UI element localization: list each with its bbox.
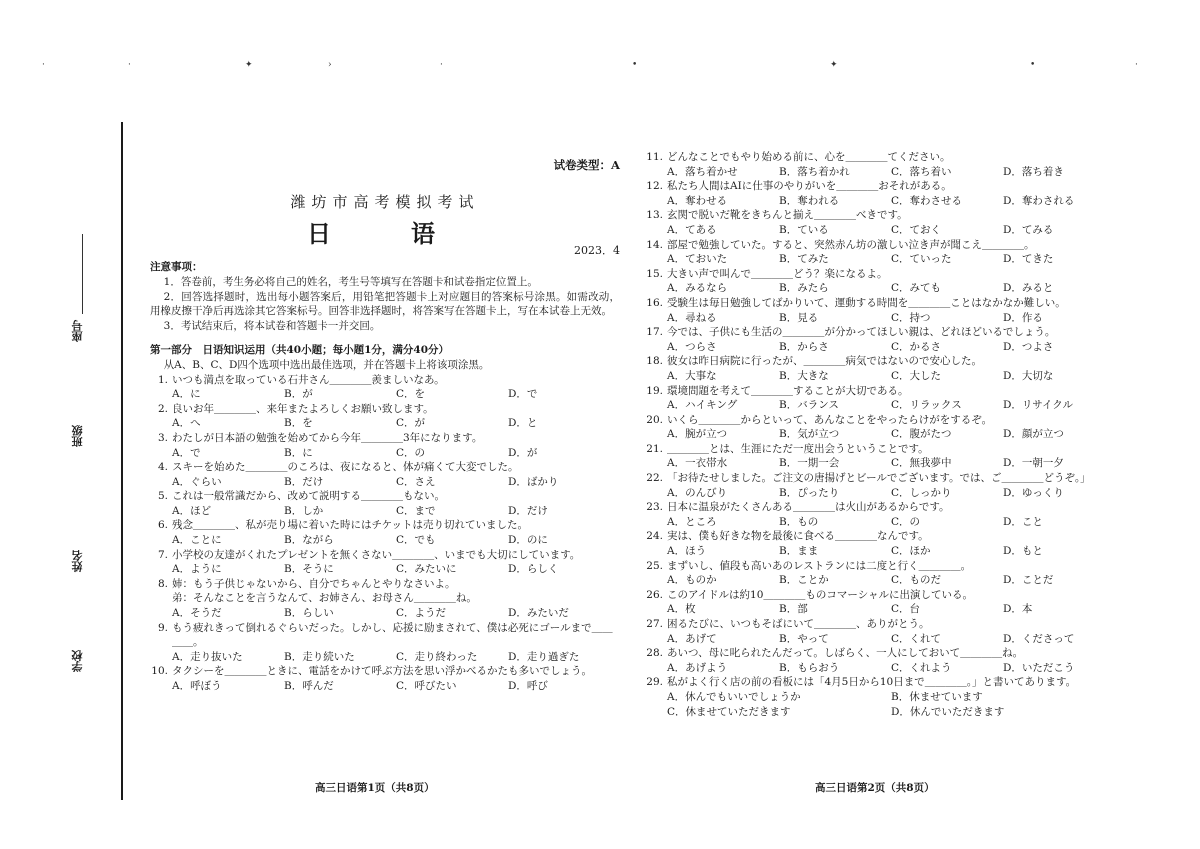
question-number: 25.	[646, 559, 663, 572]
answer-option: D．大切な	[1003, 369, 1054, 382]
answer-options	[645, 690, 1115, 719]
answer-option: D．で	[508, 388, 538, 401]
question-text: 実は、僕も好きな物を最後に食べる＿＿＿＿なんです。	[667, 530, 929, 543]
answer-option: B．バランス	[779, 399, 839, 412]
question-number: 12.	[646, 180, 663, 193]
answer-option: A．へ	[172, 417, 201, 430]
notice-title: 注意事项：	[150, 261, 203, 274]
question-item	[645, 179, 1115, 208]
question-item	[645, 296, 1115, 325]
answer-option: B．まま	[779, 545, 819, 558]
binding-line	[121, 122, 123, 800]
answer-option: A．ぐらい	[172, 475, 222, 488]
question-number: 29.	[646, 676, 663, 689]
page-footer-left: 高三日语第1页（共8页）	[315, 782, 435, 794]
answer-options	[645, 486, 1115, 501]
answer-option: A．そうだ	[172, 607, 222, 620]
question-item	[645, 442, 1115, 471]
seat-blank	[82, 230, 83, 314]
question-list-left	[150, 373, 620, 694]
section-heading: 第一部分 日语知识运用（共40小题；每小题1分，满分40分）	[150, 344, 450, 357]
class-label: 班级	[71, 425, 84, 447]
answer-option: A．のんびり	[667, 486, 728, 499]
answer-option: D．走り過ぎた	[508, 650, 580, 663]
question-number: 17.	[646, 326, 663, 339]
question-number: 20.	[646, 413, 663, 426]
answer-option: C．でも	[396, 534, 436, 547]
answer-option: A．ところ	[667, 515, 717, 528]
section-instruction: 从A、B、C、D四个选项中选出最佳选项，并在答题卡上将该项涂黑。	[163, 358, 490, 371]
question-text: 部屋で勉強していた。すると、突然赤ん坊の激しい泣き声が聞こえ＿＿＿＿。	[667, 238, 1035, 251]
answer-option: D．休んでいただきます	[891, 705, 1005, 718]
answer-option: B．もらおう	[779, 661, 840, 674]
answer-options	[645, 340, 1115, 355]
answer-option: A．呼ぼう	[172, 680, 222, 692]
question-item	[645, 325, 1115, 354]
answer-option: A．つらさ	[667, 340, 717, 353]
answer-option: A．奪わせる	[667, 194, 728, 207]
answer-option: C．ていった	[891, 253, 952, 266]
question-number: 3.	[157, 431, 168, 444]
question-item	[150, 402, 620, 431]
question-number: 27.	[646, 618, 663, 630]
answer-options	[645, 515, 1115, 530]
answer-option: A．走り抜いた	[172, 650, 243, 663]
answer-option: C．ておく	[891, 223, 942, 236]
answer-options	[645, 544, 1115, 559]
answer-option: C．走り終わった	[396, 650, 478, 663]
answer-option: D．いただこう	[1003, 661, 1075, 674]
school-field	[70, 650, 86, 672]
notice-item: 1．答卷前，考生务必将自己的姓名，考生号等填写在答题卡和试卷指定位置上。	[163, 275, 538, 288]
answer-option: B．ぴったり	[779, 486, 840, 499]
question-text: 姉：もう子供じゃないから、自分でちゃんとやりなさいよ。	[172, 577, 456, 590]
answer-option: A．ほう	[667, 545, 707, 558]
question-text: ＿＿＿＿とは、生涯にただ一度出会うということです。	[667, 442, 929, 455]
question-text: 玄関で脱いだ靴をきちんと揃え＿＿＿＿べきです。	[667, 209, 908, 222]
question-text: これは一般常識だから、改めて説明する＿＿＿＿もない。	[172, 490, 445, 503]
question-number: 1.	[157, 373, 168, 386]
answer-options	[645, 632, 1115, 647]
answer-options	[645, 573, 1115, 588]
answer-option: C．腹がたつ	[891, 428, 952, 441]
answer-option: B．らしい	[284, 607, 334, 620]
question-number: 6.	[157, 519, 168, 532]
answer-option: C．が	[396, 417, 426, 430]
answer-option: B．もの	[779, 515, 819, 528]
answer-option: D．が	[508, 446, 538, 459]
answer-option: B．そうに	[284, 563, 334, 576]
answer-option: D．みると	[1003, 282, 1054, 295]
question-number: 11.	[646, 151, 663, 163]
question-text: 環境問題を考えて＿＿＿＿することが大切である。	[667, 384, 909, 397]
page-footer-right: 高三日语第2页（共8页）	[815, 782, 935, 794]
seat-label: 座号	[71, 320, 84, 342]
answer-option: B．気が立つ	[779, 428, 840, 441]
question-item	[645, 384, 1115, 413]
answer-option: B．ながら	[284, 534, 334, 547]
question-number: 7.	[157, 548, 168, 561]
answer-options	[150, 416, 620, 431]
answer-option: C．しっかり	[891, 486, 952, 499]
answer-option: B．見る	[779, 311, 819, 324]
answer-option: C．さえ	[396, 475, 436, 488]
question-number: 9.	[157, 621, 168, 634]
question-text: 大きい声で叫んで＿＿＿＿どう？楽になるよ。	[667, 267, 888, 280]
question-text: どんなことでもやり始める前に、心を＿＿＿＿てください。	[667, 151, 951, 163]
answer-option: A．ハイキング	[667, 399, 738, 412]
question-text: タクシーを＿＿＿＿ときに、電話をかけて呼ぶ方法を思い浮かべるかたも多いでしょう。	[172, 665, 592, 678]
question-text: まずいし、値段も高いあのレストランには二度と行く＿＿＿＿。	[667, 559, 972, 572]
answer-options	[150, 679, 620, 694]
answer-option: C．持つ	[891, 311, 931, 324]
answer-option: B．落ち着かれ	[779, 165, 850, 178]
answer-option: B．一期一会	[779, 457, 840, 470]
question-number: 4.	[157, 461, 168, 474]
answer-option: A．ものか	[667, 574, 717, 587]
answer-option: B．部	[779, 603, 808, 616]
answer-options	[150, 650, 620, 665]
question-text: 日本に温泉がたくさんある＿＿＿＿は火山があるからです。	[667, 501, 950, 514]
answer-option: D．てきた	[1003, 253, 1054, 266]
question-item	[645, 208, 1115, 237]
answer-option: B．呼んだ	[284, 680, 334, 692]
answer-options	[645, 281, 1115, 296]
question-item	[150, 431, 620, 460]
student-info-column	[70, 230, 104, 680]
answer-option: A．大事な	[667, 369, 717, 382]
question-number: 19.	[646, 384, 663, 397]
answer-option: B．大きな	[779, 369, 829, 382]
answer-option: A．腕が立つ	[667, 428, 728, 441]
answer-options	[150, 446, 620, 461]
answer-options	[645, 602, 1115, 617]
answer-option: C．かるさ	[891, 340, 942, 353]
answer-option: D．もと	[1003, 545, 1043, 558]
answer-option: A．あげよう	[667, 661, 728, 674]
question-number: 23.	[646, 501, 663, 514]
answer-options	[150, 562, 620, 577]
answer-option: D．らしく	[508, 563, 559, 576]
question-text: スキーを始めた＿＿＿＿のころは、夜になると、体が痛くて大変でした。	[172, 461, 519, 474]
answer-option: C．ようだ	[396, 607, 447, 620]
question-number: 26.	[646, 588, 663, 601]
scan-artifacts: · · ✦ › · • ✦ • ·	[42, 60, 1138, 70]
answer-option: A．みるなら	[667, 282, 728, 295]
name-label: 姓名	[71, 550, 84, 572]
answer-option: C．みても	[891, 282, 942, 295]
answer-option: D．つよさ	[1003, 340, 1054, 353]
question-item	[645, 267, 1115, 296]
answer-option: A．ておいた	[667, 253, 728, 266]
answer-option: C．みたいに	[396, 563, 457, 576]
answer-option: D．ことだ	[1003, 574, 1054, 587]
question-list-right	[645, 150, 1115, 719]
answer-option: D．こと	[1003, 515, 1043, 528]
answer-option: A．ように	[172, 563, 222, 576]
question-text: 私たち人間はAIに仕事のやりがいを＿＿＿＿おそれがある。	[667, 180, 952, 193]
answer-option: C．休ませていただきます	[667, 705, 791, 718]
answer-options	[645, 661, 1115, 676]
question-item	[645, 617, 1115, 646]
answer-options	[150, 606, 620, 621]
answer-option: D．呼び	[508, 680, 548, 692]
name-field	[70, 550, 86, 572]
question-number: 22.	[646, 472, 663, 485]
answer-option: D．と	[508, 417, 538, 430]
answer-option: C．を	[396, 388, 426, 401]
answer-option: D．リサイクル	[1003, 399, 1073, 412]
answer-option: B．休ませています	[891, 690, 983, 703]
answer-option: B．ている	[779, 223, 829, 236]
question-item	[150, 664, 620, 693]
exam-date: 2023．4	[574, 243, 620, 257]
answer-option: A．に	[172, 388, 201, 401]
question-text: 私がよく行く店の前の看板には「4月5日から10日まで＿＿＿＿。」と書いてあります。	[667, 676, 1077, 689]
question-item	[150, 577, 620, 621]
answer-option: D．奪わされる	[1003, 194, 1075, 207]
exam-type: 试卷类型：A	[553, 158, 620, 172]
answer-option: C．無我夢中	[891, 457, 952, 470]
question-text: いくら＿＿＿＿からといって、あんなことをやったらけがをするぞ。	[667, 413, 993, 426]
answer-option: A．ことに	[172, 534, 222, 547]
page-1	[150, 150, 620, 694]
question-item	[150, 460, 620, 489]
question-number: 13.	[646, 209, 663, 222]
answer-option: B．しか	[284, 504, 324, 517]
answer-option: B．てみた	[779, 253, 829, 266]
answer-option: C．の	[396, 446, 426, 459]
answer-option: D．のに	[508, 534, 548, 547]
subject-title: 日 语	[307, 220, 463, 249]
answer-option: D．だけ	[508, 504, 548, 517]
school-label: 学校	[71, 650, 84, 672]
answer-options	[645, 252, 1115, 267]
answer-options	[645, 194, 1115, 209]
answer-option: A．一衣帯水	[667, 457, 728, 470]
answer-option: C．ものだ	[891, 574, 942, 587]
question-item	[645, 500, 1115, 529]
answer-option: C．台	[891, 603, 921, 616]
question-text: あいつ、母に叱られたんだって。しばらく、一人にしておいて＿＿＿＿ね。	[667, 647, 1024, 660]
answer-option: B．からさ	[779, 340, 829, 353]
question-number: 8.	[157, 577, 168, 590]
answer-options	[150, 533, 620, 548]
answer-option: C．ほか	[891, 545, 931, 558]
question-text: わたしが日本語の勉強を始めてから今年＿＿＿＿3年になります。	[172, 431, 483, 444]
question-number: 24.	[646, 530, 663, 543]
question-text: 小学校の友達がくれたプレゼントを無くさない＿＿＿＿、いまでも大切にしています。	[172, 548, 581, 561]
exam-title: 潍坊市高考模拟考试	[290, 192, 480, 211]
notice-item: 2．回答选择题时，选出每小题答案后，用铅笔把答题卡上对应题目的答案标号涂黑。如需改动，用橡皮擦干净后再选涂其它答案标号。回答非选择题时，将答案写在答题卡上，写在本试卷上无效。	[150, 290, 620, 318]
question-number: 14.	[646, 238, 663, 251]
answer-option: C．の	[891, 515, 921, 528]
question-item	[645, 529, 1115, 558]
answer-options	[150, 504, 620, 519]
answer-option: B．走り続いた	[284, 650, 355, 663]
answer-option: C．くれよう	[891, 661, 952, 674]
question-text: もう疲れきって倒れるぐらいだった。しかし、応援に励まされて、僕は必死にゴールまで＿＿＿＿。	[172, 621, 613, 649]
answer-options	[645, 398, 1115, 413]
answer-option: B．が	[284, 388, 313, 401]
question-number: 10.	[151, 665, 168, 678]
question-item	[150, 373, 620, 402]
question-text: このアイドルは約10＿＿＿＿ものコマーシャルに出演している。	[667, 588, 973, 601]
question-item	[645, 559, 1115, 588]
answer-option: A．落ち着かせ	[667, 165, 738, 178]
answer-option: D．てみる	[1003, 223, 1054, 236]
question-item	[645, 150, 1115, 179]
question-number: 2.	[157, 402, 168, 415]
answer-options	[645, 427, 1115, 442]
answer-options	[645, 223, 1115, 238]
question-number: 5.	[157, 490, 168, 503]
answer-option: D．作る	[1003, 311, 1043, 324]
question-number: 16.	[646, 296, 663, 309]
question-item	[150, 518, 620, 547]
question-item	[150, 489, 620, 518]
question-text: 困るたびに、いつもそばにいて＿＿＿＿、ありがとう。	[667, 618, 930, 630]
answer-option: A．で	[172, 446, 201, 459]
answer-option: B．を	[284, 417, 313, 430]
answer-option: A．尋ねる	[667, 311, 717, 324]
answer-option: A．休んでもいいでしょうか	[667, 690, 801, 703]
question-text: 良いお年＿＿＿＿、来年またよろしくお願い致します。	[172, 402, 434, 415]
answer-options	[645, 369, 1115, 384]
question-item	[645, 354, 1115, 383]
question-item	[150, 621, 620, 665]
answer-option: A．ほど	[172, 504, 212, 517]
answer-options	[150, 475, 620, 490]
question-number: 28.	[646, 647, 663, 660]
answer-option: C．大した	[891, 369, 942, 382]
seat-field	[70, 320, 86, 342]
answer-option: C．くれて	[891, 632, 942, 645]
answer-option: D．ばかり	[508, 475, 559, 488]
notice-item: 3．考试结束后，将本试卷和答题卡一并交回。	[163, 319, 381, 332]
answer-option: B．だけ	[284, 475, 324, 488]
answer-option: C．奪わさせる	[891, 194, 963, 207]
question-text: 「お待たせしました。ご注文の唐揚げとビールでございます。では、ご＿＿＿＿どうぞ。」	[667, 472, 1091, 485]
answer-option: D．本	[1003, 603, 1033, 616]
answer-option: D．みたいだ	[508, 607, 569, 620]
question-item	[645, 413, 1115, 442]
answer-option: D．落ち着き	[1003, 165, 1064, 178]
answer-option: B．やって	[779, 632, 829, 645]
answer-option: D．一朝一夕	[1003, 457, 1064, 470]
question-text: いつも満点を取っている石井さん＿＿＿＿羨ましいなあ。	[172, 373, 445, 386]
answer-option: B．ことか	[779, 574, 829, 587]
answer-option: B．みたら	[779, 282, 829, 295]
question-item	[645, 238, 1115, 267]
page-2	[645, 150, 1115, 719]
question-text: 彼女は昨日病院に行ったが、＿＿＿＿病気ではないので安心した。	[667, 355, 982, 368]
question-item	[150, 548, 620, 577]
question-text-line2: 弟：そんなことを言うなんて、お姉さん、お母さん＿＿＿＿ね。	[172, 592, 477, 605]
answer-options	[150, 387, 620, 402]
answer-options	[645, 456, 1115, 471]
question-item	[645, 675, 1115, 719]
answer-option: C．リラックス	[891, 399, 962, 412]
answer-option: A．てある	[667, 223, 717, 236]
question-text: 残念＿＿＿＿、私が売り場に着いた時にはチケットは売り切れていました。	[172, 519, 529, 532]
answer-option: B．に	[284, 446, 313, 459]
question-number: 15.	[646, 267, 663, 280]
answer-option: D．顔が立つ	[1003, 428, 1064, 441]
answer-options	[645, 311, 1115, 326]
question-text: 今では、子供にも生活の＿＿＿＿が分かってほしい親は、どれほどいるでしょう。	[667, 326, 1056, 339]
question-item	[645, 588, 1115, 617]
answer-option: C．まで	[396, 504, 436, 517]
class-field	[70, 425, 86, 447]
answer-option: D．くださって	[1003, 632, 1075, 645]
answer-options	[645, 165, 1115, 180]
question-text: 受験生は毎日勉強してばかりいて、運動する時間を＿＿＿＿ことはなかなか難しい。	[667, 296, 1066, 309]
question-number: 21.	[646, 442, 663, 455]
question-number: 18.	[646, 355, 663, 368]
answer-option: C．呼びたい	[396, 680, 457, 692]
answer-option: C．落ち着い	[891, 165, 952, 178]
answer-option: A．あげて	[667, 632, 717, 645]
question-item	[645, 646, 1115, 675]
answer-option: D．ゆっくり	[1003, 486, 1064, 499]
question-item	[645, 471, 1115, 500]
answer-option: B．奪われる	[779, 194, 840, 207]
answer-option: A．枚	[667, 603, 696, 616]
